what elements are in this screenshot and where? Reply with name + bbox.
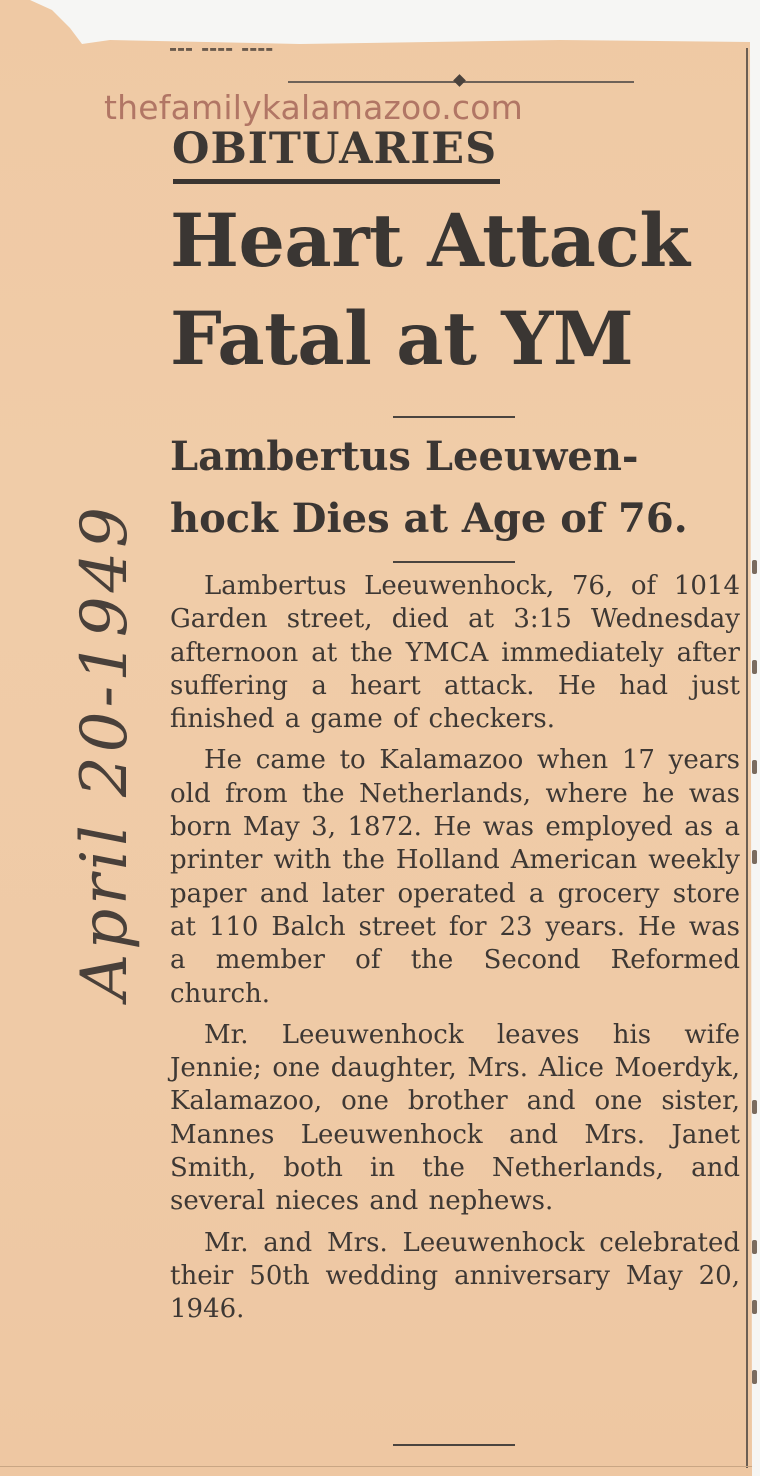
adjacent-column-mark [752,850,757,864]
clipping-bottom-edge [0,1466,752,1467]
adjacent-column-mark [752,1240,757,1254]
headline-line-2: Fatal at YM [170,296,634,382]
adjacent-column-mark [752,660,757,674]
adjacent-column-mark [752,1300,757,1314]
article-body [170,570,740,1335]
article-paragraph: Mr. and Mrs. Leeuwenhock celebrated their 50th wedding anniversary May 20, 1946. [170,1227,740,1325]
section-title-underline [173,179,500,184]
watermark: thefamilykalamazoo.com [104,88,524,127]
handwritten-date: April 20-1949 [68,503,142,1000]
column-divider [746,48,748,1468]
sub-headline-line-2: hock Dies at Age of 76. [170,495,688,542]
headline-divider [393,416,515,418]
sub-headline-line-1: Lambertus Leeuwen- [170,433,639,480]
article-paragraph: Mr. Leeuwenhock leaves his wife Jennie; one daughter, Mrs. Alice Moerdyk, Kalamazoo, one brother and one sister, Mannes Leeuwenhock and Mrs. Janet Smith, both in the Netherlands, and several nieces and nephews. [170,1019,740,1217]
adjacent-column-mark [752,1370,757,1384]
section-title: OBITUARIES [172,124,498,174]
sub-headline-divider [393,561,515,563]
headline-line-1: Heart Attack [170,198,690,284]
cut-off-text-fragment: ▬▬▬ ▬▬▬▬ ▬▬▬▬ [170,44,275,55]
adjacent-column-mark [752,1100,757,1114]
article-paragraph: Lambertus Leeuwenhock, 76, of 1014 Garden street, died at 3:15 Wednesday afternoon at the YMCA immediately after suffering a heart attack. He had just finished a game of checkers. [170,571,740,735]
article-paragraph: He came to Kalamazoo when 17 years old from the Netherlands, where he was born May 3, 1872. He was employed as a printer with the Holland American weekly paper and later operated a grocery store at 110 Balch street for 23 years. He was a member of the Second Reformed church. [170,745,740,1009]
adjacent-column-mark [752,560,757,574]
article-end-divider [393,1444,515,1446]
adjacent-column-mark [752,760,757,774]
